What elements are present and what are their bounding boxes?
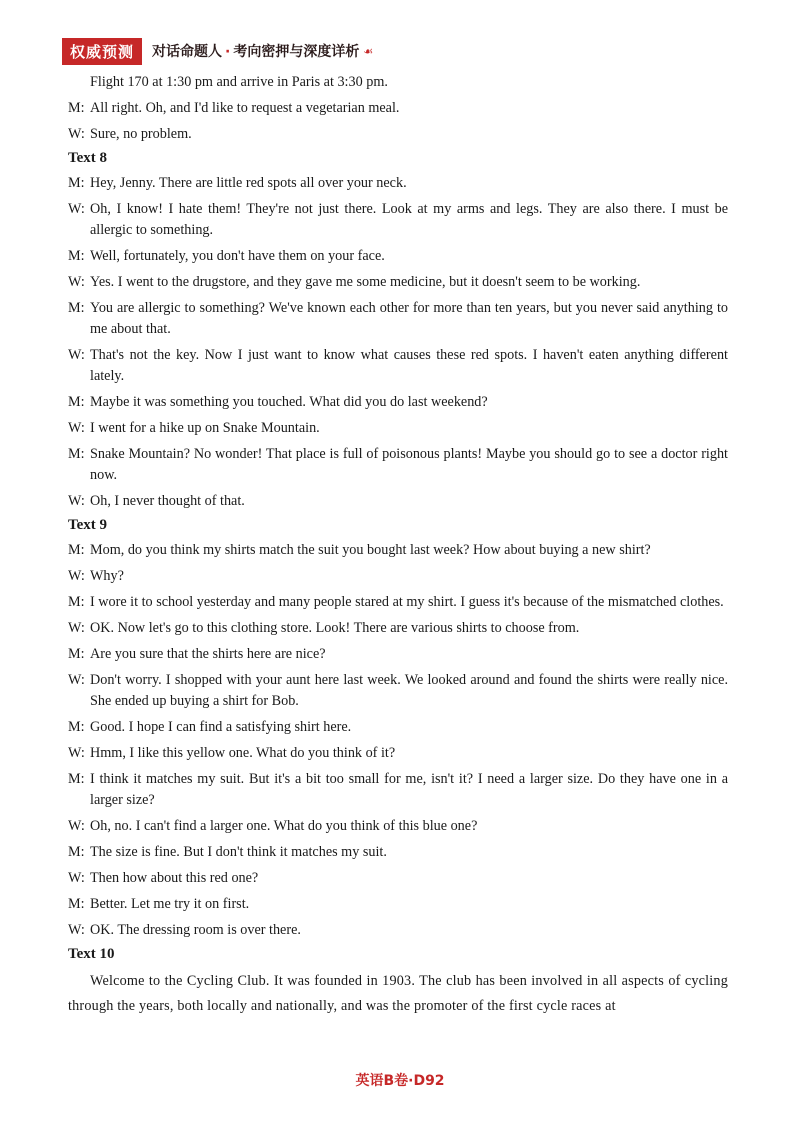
dialogue-text: Maybe it was something you touched. What did you do last weekend? — [90, 394, 488, 410]
dialogue-line — [68, 816, 728, 837]
dialogue-text: Are you sure that the shirts here are nice? — [90, 646, 326, 662]
section-heading: Text 10 — [68, 946, 115, 962]
dialogue-line — [68, 868, 728, 889]
speaker-label: M: — [68, 100, 85, 116]
dialogue-text: The size is fine. But I don't think it matches my suit. — [90, 844, 387, 860]
speaker-label: W: — [68, 818, 85, 834]
speaker-label: M: — [68, 844, 85, 860]
dialogue-line — [68, 98, 728, 119]
dialogue-text: Then how about this red one? — [90, 870, 259, 886]
dialogue-line — [68, 670, 728, 712]
speaker-label: M: — [68, 719, 85, 735]
dialogue-text: Why? — [90, 568, 124, 584]
dialogue-line — [68, 592, 728, 613]
dialogue-text: Mom, do you think my shirts match the suit you bought last week? How about buying a new shirt? — [90, 542, 651, 558]
dialogue-line — [68, 769, 728, 811]
speaker-label: M: — [68, 771, 85, 787]
speaker-label: W: — [68, 568, 85, 584]
speaker-label: W: — [68, 493, 85, 509]
dialogue-text: Good. I hope I can find a satisfying shirt here. — [90, 719, 352, 735]
header-subtitle — [152, 41, 359, 61]
dialogue-line — [68, 920, 728, 941]
dialogue-line — [68, 345, 728, 387]
dialogue-text: OK. The dressing room is over there. — [90, 922, 301, 938]
dialogue-line — [68, 199, 728, 241]
dialogue-line — [68, 246, 728, 267]
dialogue-line — [68, 644, 728, 665]
speaker-label: M: — [68, 542, 85, 558]
dialogue-text: That's not the key. Now I just want to know what causes these red spots. I haven't eaten anything different lately. — [90, 347, 728, 384]
dialogue-text: Snake Mountain? No wonder! That place is full of poisonous plants! Maybe you should go to see a doctor right now. — [90, 446, 728, 483]
speaker-label: W: — [68, 745, 85, 761]
dialogue-text: OK. Now let's go to this clothing store. Look! There are various shirts to choose from. — [90, 620, 580, 636]
dialogue-text: Oh, no. I can't find a larger one. What do you think of this blue one? — [90, 818, 478, 834]
dialogue-line — [68, 491, 728, 512]
dialogue-text: Don't worry. I shopped with your aunt here last week. We looked around and found the shirts were really nice. She ended up buying a shirt for Bob. — [90, 672, 728, 709]
speaker-label: W: — [68, 870, 85, 886]
speaker-label: W: — [68, 274, 85, 290]
dialogue-line — [68, 272, 728, 293]
header-subtitle-a: 对话命题人 — [152, 44, 223, 60]
speaker-label: W: — [68, 922, 85, 938]
narrative-paragraph: Welcome to the Cycling Club. It was founded in 1903. The club has been involved in all aspects of cycling through the years, both locally and nationally, and was the promoter of the first cycle races at — [68, 973, 728, 1014]
speaker-label: M: — [68, 394, 85, 410]
speaker-label: M: — [68, 646, 85, 662]
speaker-label: M: — [68, 300, 85, 316]
header-badge: 权威预测 — [62, 38, 142, 65]
dialogue-line — [68, 566, 728, 587]
speaker-label: W: — [68, 420, 85, 436]
dialogue-line — [68, 392, 728, 413]
speaker-label: M: — [68, 248, 85, 264]
dialogue-line — [68, 418, 728, 439]
dialogue-text: Oh, I never thought of that. — [90, 493, 245, 509]
dialogue-text: You are allergic to something? We've known each other for more than ten years, but you never said anything to me about that. — [90, 300, 728, 337]
dialogue-line — [68, 618, 728, 639]
section-heading: Text 9 — [68, 517, 108, 533]
document-body — [68, 72, 728, 1019]
speaker-label: W: — [68, 347, 85, 363]
dialogue-line — [68, 842, 728, 863]
dialogue-text: Sure, no problem. — [90, 126, 192, 142]
header-dot: · — [225, 44, 231, 60]
page-header — [62, 38, 373, 64]
speaker-label: W: — [68, 201, 85, 217]
dialogue-line — [68, 444, 728, 486]
speaker-label: M: — [68, 175, 85, 191]
dialogue-line — [68, 298, 728, 340]
ornament-icon: ☙ — [363, 45, 374, 58]
dialogue-text: I wore it to school yesterday and many people stared at my shirt. I guess it's because of the mismatched clothes. — [90, 594, 724, 610]
dialogue-line — [68, 717, 728, 738]
dialogue-line — [68, 894, 728, 915]
dialogue-text: Well, fortunately, you don't have them on your face. — [90, 248, 385, 264]
dialogue-line — [68, 743, 728, 764]
speaker-label: M: — [68, 446, 85, 462]
section-heading: Text 8 — [68, 150, 108, 166]
speaker-label: W: — [68, 672, 85, 688]
dialogue-text: Better. Let me try it on first. — [90, 896, 250, 912]
speaker-label: M: — [68, 896, 85, 912]
dialogue-line — [68, 540, 728, 561]
page-footer: 英语B卷·D92 — [355, 1073, 445, 1089]
dialogue-text: Yes. I went to the drugstore, and they gave me some medicine, but it doesn't seem to be working. — [90, 274, 641, 290]
dialogue-text: I went for a hike up on Snake Mountain. — [90, 420, 320, 436]
dialogue-continuation: Flight 170 at 1:30 pm and arrive in Paris at 3:30 pm. — [90, 74, 388, 90]
dialogue-text: I think it matches my suit. But it's a bit too small for me, isn't it? I need a larger size. Do they have one in a larger size? — [90, 771, 728, 808]
dialogue-line — [68, 173, 728, 194]
dialogue-text: All right. Oh, and I'd like to request a vegetarian meal. — [90, 100, 400, 116]
dialogue-text: Hmm, I like this yellow one. What do you think of it? — [90, 745, 396, 761]
dialogue-line — [68, 124, 728, 145]
header-subtitle-b: 考向密押与深度详析 — [233, 44, 360, 60]
speaker-label: W: — [68, 126, 85, 142]
dialogue-text: Hey, Jenny. There are little red spots all over your neck. — [90, 175, 407, 191]
speaker-label: M: — [68, 594, 85, 610]
dialogue-text: Oh, I know! I hate them! They're not just there. Look at my arms and legs. They are also there. I must be allergic to something. — [90, 201, 728, 238]
speaker-label: W: — [68, 620, 85, 636]
